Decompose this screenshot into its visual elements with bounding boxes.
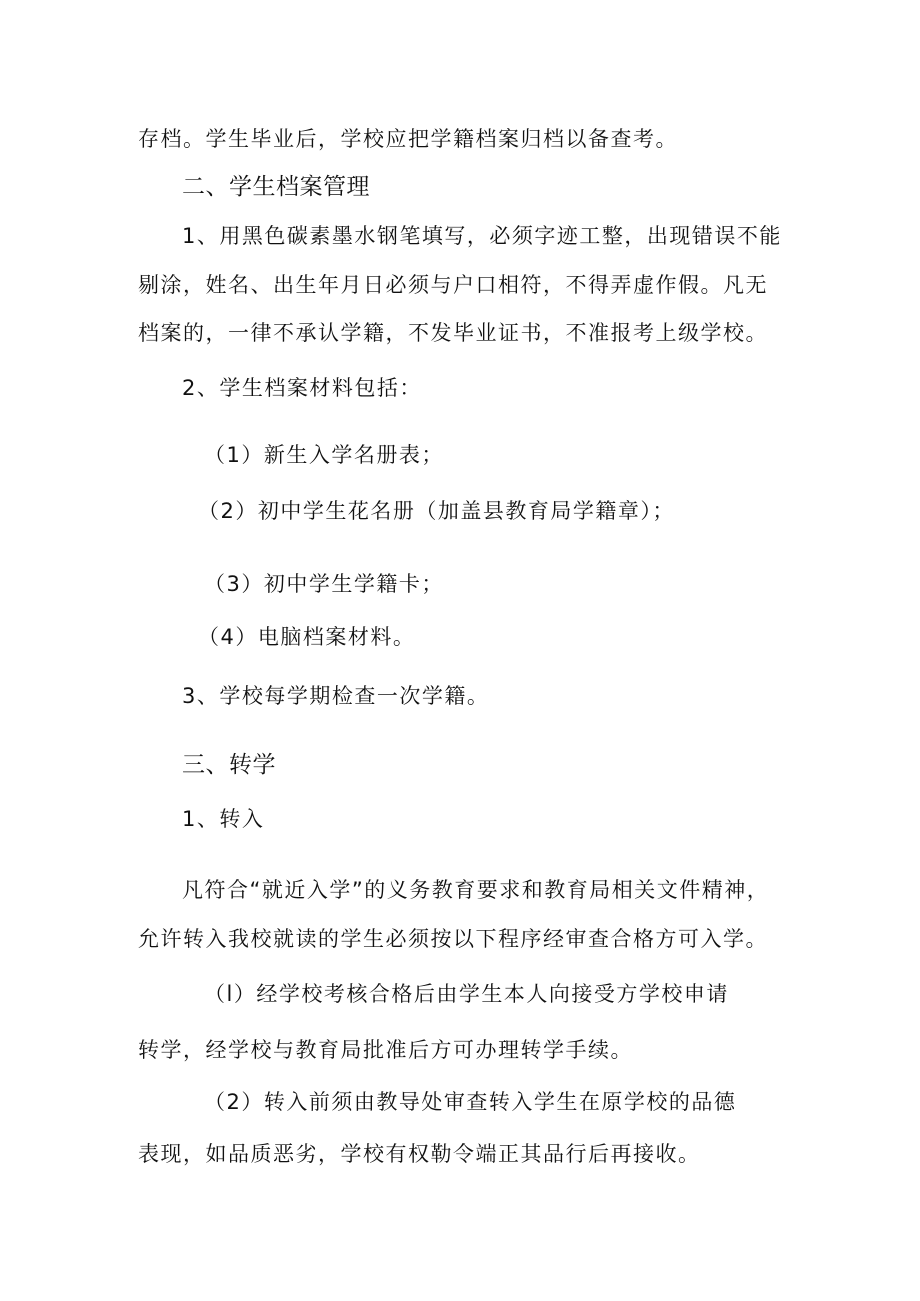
section-heading: 三、转学 xyxy=(182,752,276,778)
paragraph-line: 存档。学生毕业后，学校应把学籍档案归档以备查考。 xyxy=(138,127,678,151)
sub-list-item: （1）新生入学名册表； xyxy=(204,443,444,467)
sub-list-item: （4）电脑档案材料。 xyxy=(198,625,416,649)
list-item: 1、用黑色碳素墨水钢笔填写，必须字迹工整，出现错误不能 xyxy=(182,224,782,248)
paragraph-line: 允许转入我校就读的学生必须按以下程序经审查合格方可入学。 xyxy=(138,927,768,951)
list-item: 2、学生档案材料包括： xyxy=(182,376,422,400)
list-item: 3、学校每学期检查一次学籍。 xyxy=(182,684,490,708)
sub-list-item: （l）经学校考核合格后由学生本人向接受方学校申请 xyxy=(204,982,729,1006)
section-heading: 二、学生档案管理 xyxy=(182,174,370,200)
paragraph-line: 档案的，一律不承认学籍，不发毕业证书，不准报考上级学校。 xyxy=(138,321,768,345)
sub-list-item: （2）初中学生花名册（加盖县教育局学籍章）； xyxy=(198,499,675,523)
list-item: 1、转入 xyxy=(182,807,265,831)
paragraph-line: 表现，如品质恶劣，学校有权勒令端正其品行后再接收。 xyxy=(138,1142,701,1166)
paragraph-line: 剔涂，姓名、出生年月日必须与户口相符，不得弄虚作假。凡无 xyxy=(138,273,768,297)
sub-list-item: （3）初中学生学籍卡； xyxy=(204,572,444,596)
paragraph-line: 转学，经学校与教育局批准后方可办理转学手续。 xyxy=(138,1038,633,1062)
sub-list-item: （2）转入前须由教导处审查转入学生在原学校的品德 xyxy=(204,1090,737,1114)
paragraph-line: 凡符合“就近入学”的义务教育要求和教育局相关文件精神， xyxy=(182,878,770,902)
